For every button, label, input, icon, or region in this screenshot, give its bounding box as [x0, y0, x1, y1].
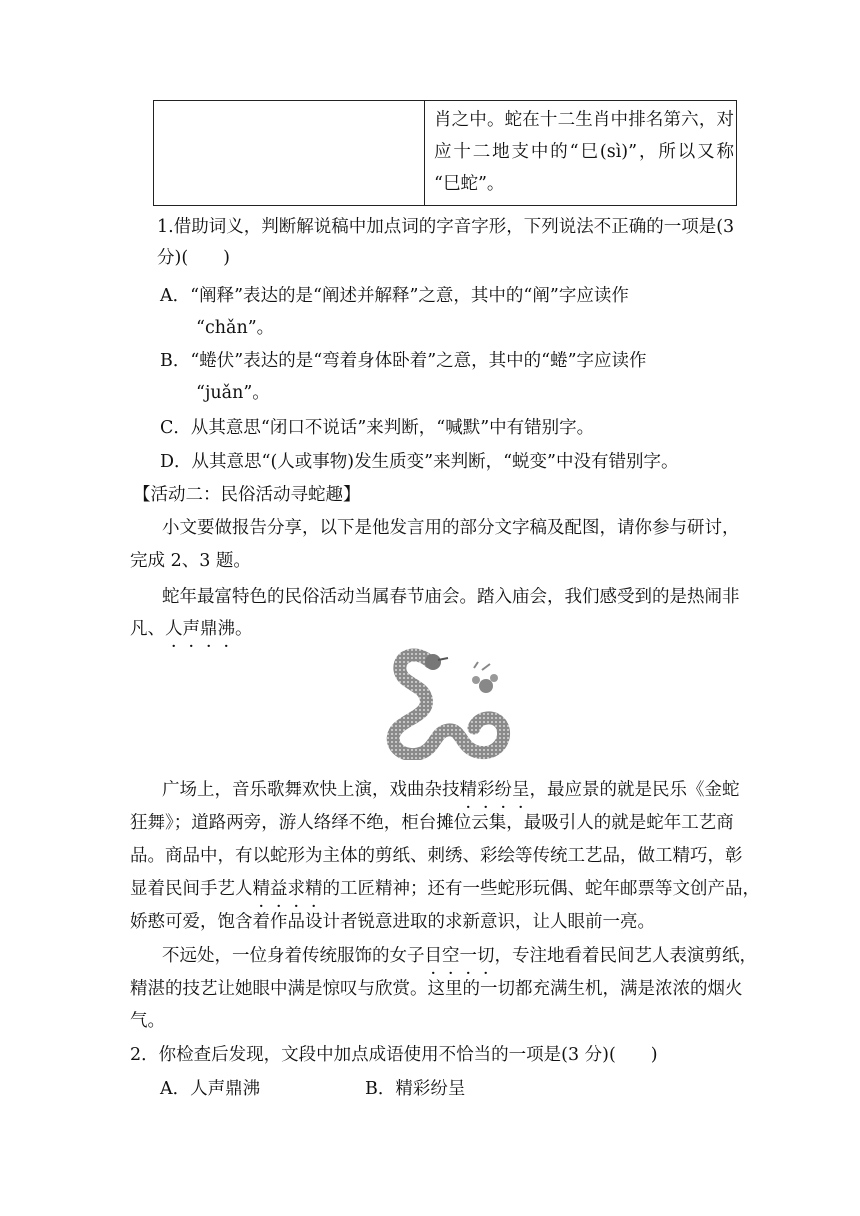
dotted-char: 声: [182, 619, 200, 639]
passage-line: 气。: [130, 1011, 165, 1031]
passage-line: [130, 614, 253, 644]
table-cell-line: 应十二地支中的“巳(sì)”，所以又称: [434, 142, 734, 162]
dotted-char: 精: [459, 780, 477, 800]
dotted-char: 呈: [512, 780, 530, 800]
q1-option-b-cont: “juǎn”。: [196, 383, 270, 403]
table-cell-line: 肖之中。蛇在十二生肖中排名第六，对: [434, 110, 734, 130]
dotted-char: 精: [305, 879, 323, 899]
activity-heading: 【活动二：民俗活动寻蛇趣】: [133, 485, 361, 505]
passage-line: 蛇年最富特色的民俗活动当属春节庙会。踏入庙会，我们感受到的是热闹非: [162, 587, 740, 607]
passage-line: 品。商品中，有以蛇形为主体的剪纸、刺绣、彩绘等传统工艺品，做工精巧，彰: [130, 846, 743, 866]
activity-intro: 小文要做报告分享，以下是他发言用的部分文字稿及配图，请你参与研讨，: [162, 518, 740, 538]
q2-option-b: B．精彩纷呈: [365, 1079, 466, 1099]
text-run: ，专注地看着民间艺人表演剪纸，: [494, 946, 757, 966]
passage-line: 精湛的技艺让她眼中满是惊叹与欣赏。这里的一切都充满生机，满是浓浓的烟火: [130, 979, 743, 999]
snake-papercut-icon: [378, 640, 518, 760]
dotted-char: 鼎: [200, 619, 218, 639]
q1-option-c: C．从其意思“闭口不说话”来判断，“喊默”中有错别字。: [160, 418, 595, 438]
text-run: ，最应景的就是民乐《金蛇: [529, 780, 740, 800]
dotted-char: 益: [270, 879, 288, 899]
dotted-char: 彩: [477, 780, 495, 800]
text-run: 凡、: [130, 619, 165, 639]
dotted-char: 沸: [217, 619, 235, 639]
dotted-char: 纷: [494, 780, 512, 800]
q2-stem: 2．你检查后发现，文段中加点成语使用不恰当的一项是(3 分)( ): [130, 1045, 658, 1065]
dotted-char: 一: [459, 946, 477, 966]
text-run: 的工匠精神；还有一些蛇形玩偶、蛇年邮票等文创产品，: [322, 879, 760, 899]
q1-stem: 1.借助词义，判断解说稿中加点词的字音字形，下列说法不正确的一项是(3: [157, 217, 735, 237]
q1-stem-cont: 分)( ): [157, 248, 230, 268]
passage-line: 娇憨可爱，饱含着作品设计者锐意进取的求新意识，让人眼前一亮。: [130, 912, 655, 932]
dotted-char: 人: [165, 619, 183, 639]
passage-line: [162, 775, 740, 805]
text-run: 不远处，一位身着传统服饰的女子: [162, 946, 425, 966]
dotted-char: 精: [252, 879, 270, 899]
passage-line: 狂舞》；道路两旁，游人络绎不绝，柜台摊位云集，最吸引人的就是蛇年工艺商: [130, 813, 734, 833]
dotted-char: 切: [477, 946, 495, 966]
text-run: 广场上，音乐歌舞欢快上演，戏曲杂技: [162, 780, 460, 800]
dotted-char: 求: [287, 879, 305, 899]
text-run: 显着民间手艺人: [130, 879, 253, 899]
q1-option-a-cont: “chǎn”。: [196, 318, 275, 338]
q1-option-d: D．从其意思“(人或事物)发生质变”来判断，“蜕变”中没有错别字。: [160, 452, 679, 472]
text-run: 。: [235, 619, 253, 639]
q1-option-a: A．“阐释”表达的是“阐述并解释”之意，其中的“阐”字应读作: [160, 286, 629, 306]
table-divider: [424, 101, 425, 205]
passage-line: [162, 941, 757, 971]
passage-line: [130, 874, 760, 904]
q2-option-a: A．人声鼎沸: [160, 1079, 261, 1099]
activity-intro-cont: 完成 2、3 题。: [130, 551, 251, 571]
table-fragment: [153, 100, 737, 206]
table-cell-line: “巳蛇”。: [434, 174, 505, 194]
q1-option-b: B．“蜷伏”表达的是“弯着身体卧着”之意，其中的“蜷”字应读作: [160, 351, 647, 371]
dotted-char: 空: [442, 946, 460, 966]
dotted-char: 目: [424, 946, 442, 966]
